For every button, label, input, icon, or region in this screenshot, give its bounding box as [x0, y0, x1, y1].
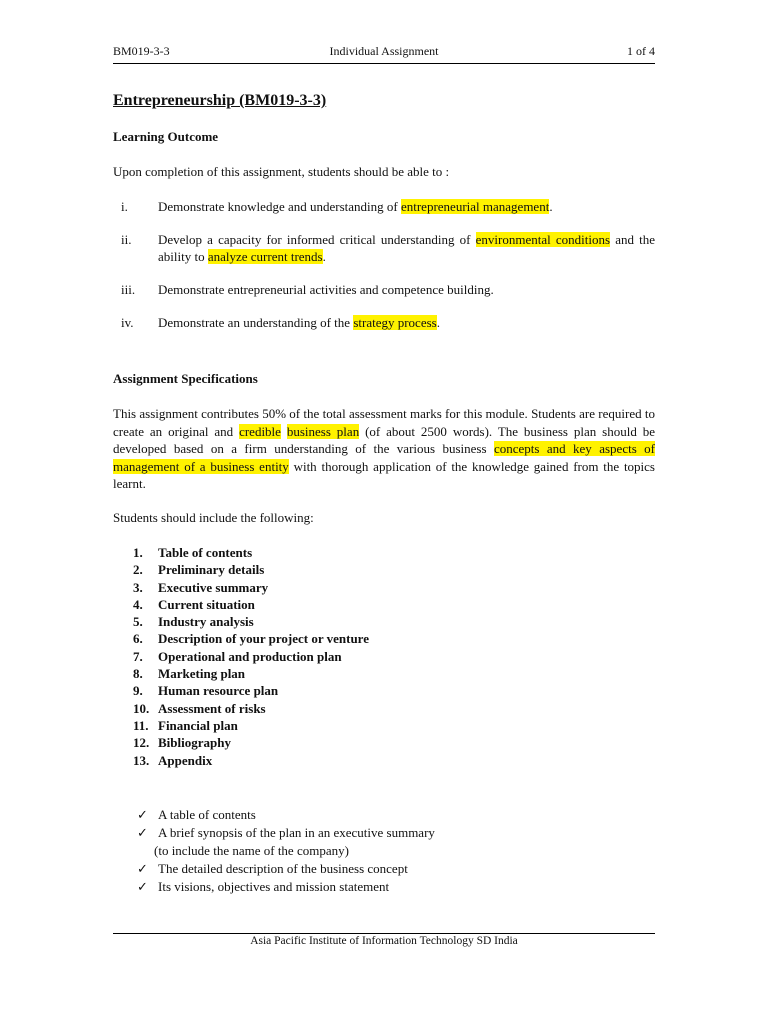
- highlight: analyze current trends: [207, 249, 323, 264]
- list-number: 1.: [133, 545, 143, 560]
- list-item: [133, 613, 369, 630]
- list-item: [133, 561, 369, 578]
- highlight: strategy process: [353, 315, 437, 330]
- list-text: Human resource plan: [158, 683, 279, 699]
- list-item: [133, 579, 369, 596]
- outcome-text: [158, 314, 655, 331]
- header-page-number: 1 of 4: [627, 44, 655, 58]
- outcome-text-part: .: [322, 249, 326, 264]
- checklist-text: The detailed description of the business concept: [158, 861, 408, 876]
- list-number: 3.: [133, 579, 143, 595]
- list-item: [133, 544, 369, 561]
- learning-outcome-intro: Upon completion of this assignment, students should be able to :: [113, 164, 450, 179]
- list-text: Financial plan: [158, 717, 238, 733]
- list-text: Preliminary details: [158, 562, 265, 578]
- outcome-item: [113, 281, 655, 298]
- list-number: 10.: [133, 700, 150, 716]
- checklist-item: [137, 806, 435, 824]
- highlight: concepts and key aspects of management of a business entity: [113, 441, 655, 474]
- list-text: Marketing plan: [158, 666, 246, 682]
- list-item: [133, 752, 369, 769]
- list-text: Operational and production plan: [158, 648, 342, 664]
- list-text: Executive summary: [158, 579, 269, 595]
- list-text: Bibliography: [158, 735, 231, 751]
- list-number: 4.: [133, 596, 143, 612]
- list-item: [133, 665, 369, 682]
- checklist-item: [137, 878, 435, 896]
- footer-divider: [113, 933, 655, 934]
- list-text: Industry analysis: [158, 614, 254, 630]
- list-number: 5.: [133, 614, 143, 630]
- highlight: credible: [239, 423, 281, 439]
- document-title: Entrepreneurship (BM019-3-3): [113, 92, 327, 109]
- list-number: 13.: [133, 752, 150, 768]
- specifications-heading: Assignment Specifications: [113, 371, 258, 386]
- list-text: Description of your project or venture: [158, 631, 369, 647]
- outcome-item: [113, 231, 655, 265]
- list-number: 8.: [133, 666, 143, 682]
- paragraph-text: (of about 2500 words). The business plan should be developed based on a firm understanding of the various business: [113, 423, 656, 456]
- list-text: Appendix: [158, 752, 213, 768]
- list-number: 6.: [133, 631, 143, 647]
- outcome-text-part: and the ability to: [158, 232, 655, 264]
- checkmark-icon: ✓: [137, 879, 148, 894]
- list-item: [133, 734, 369, 751]
- outcome-text: Demonstrate entrepreneurial activities and competence building.: [158, 282, 494, 297]
- paragraph-text: [281, 424, 287, 439]
- list-number: 12.: [133, 735, 150, 751]
- list-item: [133, 596, 369, 613]
- highlight: entrepreneurial management: [400, 199, 550, 214]
- header-course-code: BM019-3-3: [113, 44, 170, 58]
- checklist: [137, 806, 435, 896]
- highlight: environmental conditions: [475, 232, 611, 247]
- outcome-text-part: Develop a capacity for informed critical understanding of: [158, 232, 476, 247]
- checkmark-icon: ✓: [137, 825, 148, 840]
- checklist-text: (to include the name of the company): [154, 843, 349, 858]
- paragraph-text: This assignment contributes 50% of the total assessment marks for this module. Students are required to create an original and: [113, 406, 655, 439]
- list-item: [133, 648, 369, 665]
- outcome-item: [113, 198, 655, 215]
- outcome-number: iv.: [121, 315, 134, 330]
- checklist-item: [137, 860, 435, 878]
- outcome-text-part: Demonstrate an understanding of the: [158, 315, 354, 330]
- outcome-text: [158, 198, 655, 215]
- outcome-text: [158, 231, 655, 265]
- outcome-number: i.: [121, 199, 128, 214]
- header-divider: [113, 63, 655, 64]
- outcome-item: [113, 314, 655, 331]
- learning-outcome-heading: Learning Outcome: [113, 129, 219, 144]
- list-number: 2.: [133, 562, 143, 578]
- page-footer: Asia Pacific Institute of Information Technology SD India: [250, 935, 518, 947]
- paragraph-text: with thorough application of the knowledge gained from the topics learnt.: [113, 458, 655, 491]
- header-assignment-type: Individual Assignment: [329, 44, 439, 58]
- checklist-continuation: [137, 842, 435, 860]
- list-text: Current situation: [158, 596, 255, 612]
- list-text: Assessment of risks: [158, 700, 266, 716]
- required-sections-list: [133, 544, 369, 769]
- outcome-number: iii.: [121, 282, 136, 297]
- list-item: [133, 630, 369, 647]
- checklist-text: Its visions, objectives and mission statement: [158, 879, 390, 894]
- outcome-text-part: .: [549, 199, 553, 214]
- checklist-text: A brief synopsis of the plan in an executive summary: [158, 825, 435, 840]
- include-intro: Students should include the following:: [113, 510, 314, 525]
- outcome-number: ii.: [121, 232, 132, 247]
- highlight: business plan: [286, 423, 360, 439]
- list-number: 9.: [133, 683, 143, 699]
- page-header: [113, 44, 655, 62]
- checkmark-icon: ✓: [137, 807, 148, 822]
- list-item: [133, 700, 369, 717]
- checkmark-icon: ✓: [137, 861, 148, 876]
- list-number: 11.: [133, 717, 149, 733]
- checklist-text: A table of contents: [158, 807, 256, 822]
- list-item: [133, 717, 369, 734]
- list-text: Table of contents: [158, 545, 253, 560]
- learning-outcome-list: [113, 198, 655, 347]
- list-number: 7.: [133, 648, 143, 664]
- outcome-text-part: .: [436, 315, 440, 330]
- outcome-text-part: Demonstrate knowledge and understanding of: [158, 199, 401, 214]
- checklist-item: [137, 824, 435, 842]
- list-item: [133, 682, 369, 699]
- specifications-paragraph: [113, 405, 655, 493]
